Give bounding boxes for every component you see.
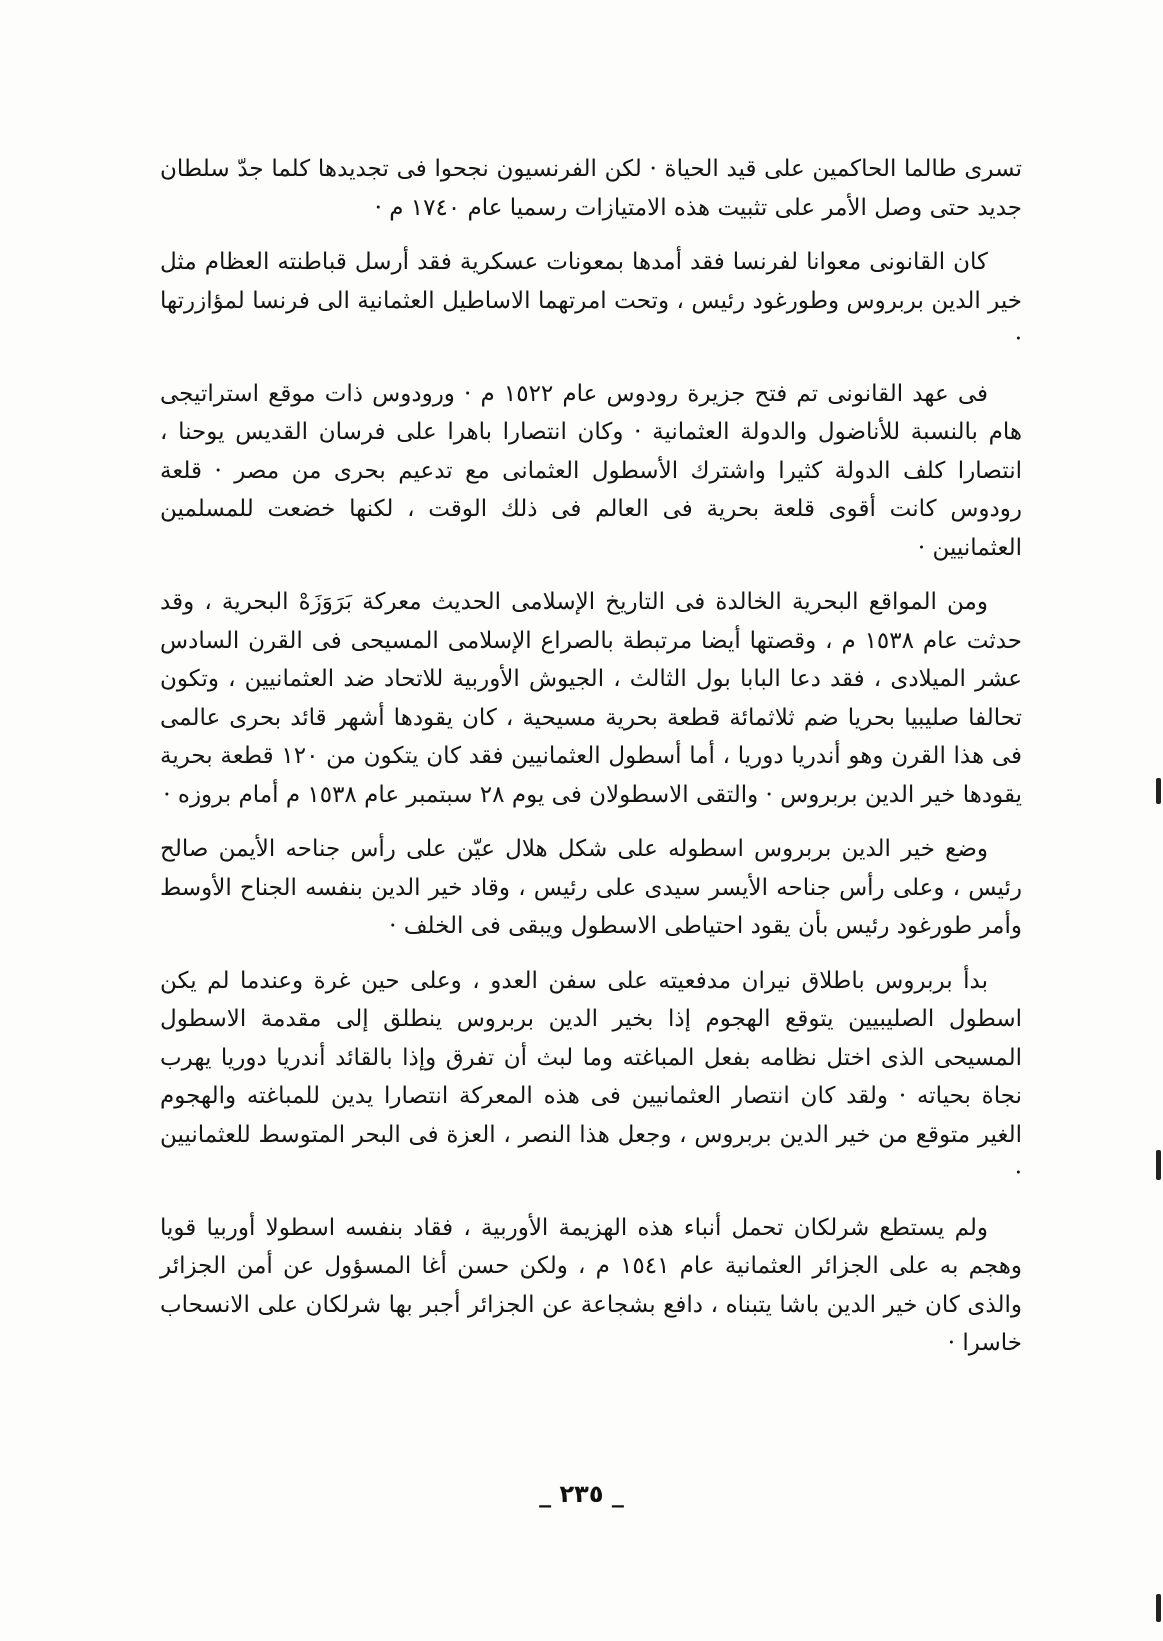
paragraph-5: وضع خير الدين بربروس اسطوله على شكل هلال عيّن على رأس جناحه الأيمن صالح رئيس ، وعلى رأس جناحه الأيسر سيدى على رئيس ، وقاد خير الدين بنفسه الجناح الأوسط وأمر طورغود رئيس بأن يقود احتياطى الاسطول ويبقى فى الخلف · xyxy=(160,836,1022,939)
scan-edge-mark xyxy=(1156,1150,1161,1180)
paragraph-2: كان القانونى معوانا لفرنسا فقد أمدها بمعونات عسكرية فقد أرسل قباطنته العظام مثل خير الدين بربروس وطورغود رئيس ، وتحت امرتهما الاساطيل العثمانية الى فرنسا لمؤازرتها · xyxy=(160,249,1022,352)
paragraph-7: ولم يستطع شرلكان تحمل أنباء هذه الهزيمة الأوربية ، فقاد بنفسه اسطولا أوربيا قويا وهجم به على الجزائر العثمانية عام ١٥٤١ م ، ولكن حسن أغا المسؤول عن أمن الجزائر والذى كان خير الدين باشا يتبناه ، دافع بشجاعة عن الجزائر أجبر بها شرلكان على الانسحاب خاسرا · xyxy=(160,1214,1022,1356)
scan-edge-mark xyxy=(1156,1594,1161,1622)
paragraph-4: ومن المواقع البحرية الخالدة فى التاريخ الإسلامى الحديث معركة بَرَوَزَهْ البحرية ، وقد حدثت عام ١٥٣٨ م ، وقصتها أيضا مرتبطة بالصراع الإسلامى المسيحى فى القرن السادس عشر الميلادى ، فقد دعا البابا بول الثالث ، الجيوش الأوربية للاتحاد ضد العثمانيين ، وتكون تحالفا صليبيا بحريا ضم ثلاثمائة قطعة بحرية مسيحية ، كان يقودها أشهر قائد بحرى عالمى فى هذا القرن وهو أندريا دوريا ، أما أسطول العثمانيين فقد كان يتكون من ١٢٠ قطعة بحرية يقودها خير الدين بربروس · والتقى الاسطولان فى يوم ٢٨ سبتمبر عام ١٥٣٨ م أمام بروزه · xyxy=(160,589,1023,808)
scan-edge-mark xyxy=(1156,778,1161,804)
body-text xyxy=(160,150,1022,1379)
page-number: _ ٢٣٥ _ xyxy=(539,1480,624,1508)
paragraph-3: فى عهد القانونى تم فتح جزيرة رودوس عام ١٥٢٢ م · ورودوس ذات موقع استراتيجى هام بالنسبة للأناضول والدولة العثمانية · وكان انتصارا باهرا على فرسان القديس يوحنا ، انتصارا كلف الدولة كثيرا واشترك الأسطول العثمانى مع تدعيم بحرى من مصر · قلعة رودوس كانت أقوى قلعة بحرية فى العالم فى ذلك الوقت ، لكنها خضعت للمسلمين العثمانيين · xyxy=(160,380,1022,561)
paragraph-1: تسرى طالما الحاكمين على قيد الحياة · لكن الفرنسيون نجحوا فى تجديدها كلما جدّ سلطان جديد حتى وصل الأمر على تثبيت هذه الامتيازات رسميا عام ١٧٤٠ م · xyxy=(160,156,1022,221)
paragraph-6: بدأ بربروس باطلاق نيران مدفعيته على سفن العدو ، وعلى حين غرة وعندما لم يكن اسطول الصليبيين يتوقع الهجوم إذا بخير الدين بربروس ينطلق إلى مقدمة الاسطول المسيحى الذى اختل نظامه بفعل المباغته وما لبث أن تفرق وإذا بالقائد أندريا دوريا يهرب نجاة بحياته · ولقد كان انتصار العثمانيين فى هذه المعركة انتصارا يدين للمباغته والهجوم الغير متوقع من خير الدين بربروس ، وجعل هذا النصر ، العزة فى البحر المتوسط للعثمانيين · xyxy=(160,967,1022,1186)
